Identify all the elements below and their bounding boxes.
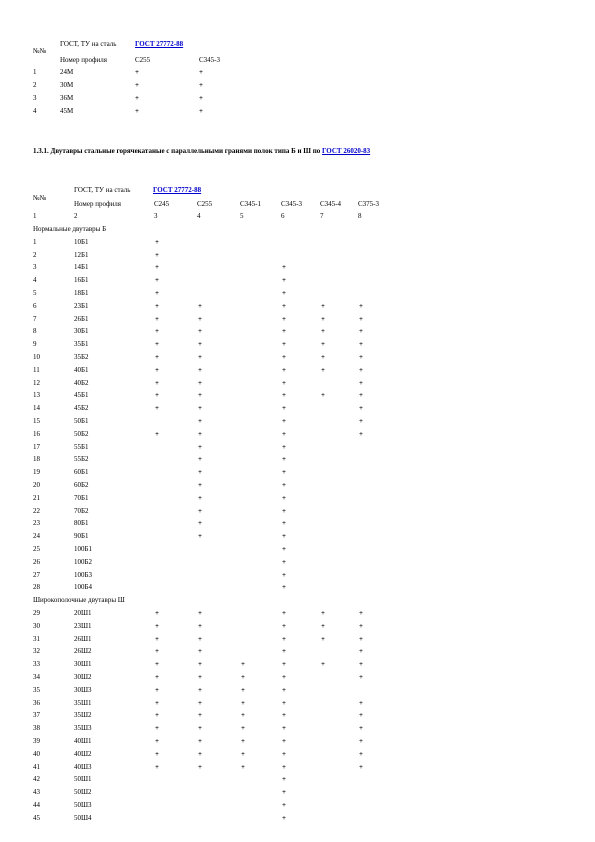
table2-mark: +	[359, 609, 363, 617]
table2-row-profile: 100Б1	[74, 545, 93, 553]
table2-mark: +	[282, 621, 286, 630]
table2-mark: +	[198, 749, 202, 758]
table2-row-profile: 70Б1	[74, 493, 89, 502]
table2-mark: +	[155, 289, 159, 297]
table2-row-number: 35	[33, 685, 40, 694]
table2-mark: +	[155, 365, 159, 374]
table2-mark: +	[359, 762, 363, 771]
table2-mark: +	[241, 724, 245, 733]
table2-mark: +	[282, 340, 286, 349]
table2-mark: +	[282, 647, 286, 656]
table2-row-profile: 40Б1	[74, 365, 89, 374]
table2-mark: +	[321, 314, 325, 323]
table2-mark: +	[198, 673, 202, 681]
table2-row-number: 9	[33, 340, 37, 349]
table2-mark: +	[198, 634, 202, 643]
table2-row-profile: 45Б1	[74, 391, 89, 400]
table1-mark: +	[135, 68, 139, 76]
table1-row-profile: 45М	[60, 107, 74, 115]
table2-mark: +	[241, 749, 245, 758]
table2-mark: +	[198, 455, 202, 464]
table1-profile-label: Номер профиля	[60, 56, 107, 64]
table2-mark: +	[282, 455, 286, 464]
table2-grade-header: С255	[197, 200, 213, 208]
table2-mark: +	[155, 634, 159, 643]
table2-row-number: 18	[33, 455, 40, 464]
table2-mark: +	[241, 698, 245, 707]
table2-mark: +	[155, 429, 159, 438]
table2-row-number: 25	[33, 545, 40, 553]
table2-mark: +	[282, 557, 286, 566]
table2-row-number: 45	[33, 813, 40, 822]
table2-num-header: №№	[33, 194, 47, 202]
table2-row-profile: 60Б2	[74, 481, 89, 489]
table2-mark: +	[155, 724, 159, 733]
section-title-gost-link[interactable]: ГОСТ 26020-83	[322, 147, 371, 155]
table2-mark: +	[198, 647, 202, 656]
table1-row-number: 1	[33, 68, 37, 76]
table2-mark: +	[198, 711, 202, 720]
table2-row-number: 15	[33, 417, 40, 425]
table2-row-profile: 45Б2	[74, 404, 89, 413]
table2-mark: +	[359, 749, 363, 758]
table1-mark: +	[199, 107, 203, 115]
table2-mark: +	[241, 673, 245, 681]
table2-row-number: 26	[33, 557, 40, 566]
table2-mark: +	[198, 532, 202, 541]
table2-mark: +	[282, 429, 286, 438]
table2-gost-link[interactable]: ГОСТ 27772-88	[153, 186, 202, 194]
table2-mark: +	[155, 327, 159, 336]
table2-grade-header: С345-4	[320, 200, 341, 208]
table2-row-profile: 40Ш3	[74, 762, 92, 771]
table2-mark: +	[198, 378, 202, 387]
table2-row-number: 42	[33, 775, 40, 784]
table2-row-number: 44	[33, 801, 40, 809]
table2-mark: +	[282, 698, 286, 707]
table2-row-profile: 50Ш3	[74, 801, 92, 809]
table2-mark: +	[155, 749, 159, 758]
table2-mark: +	[282, 724, 286, 733]
table2-mark: +	[198, 724, 202, 733]
table2-row-number: 21	[33, 493, 40, 502]
table2-row-profile: 20Ш1	[74, 609, 92, 617]
table2-row-profile: 100Б4	[74, 583, 93, 592]
table2-mark: +	[321, 391, 325, 400]
table2-mark: +	[155, 660, 159, 669]
section-title-text: 1.3.1. Двутавры стальные горячекатаные с параллельными гранями полок типа Б и Ш по	[33, 147, 323, 155]
table2-mark: +	[282, 609, 286, 617]
table2-row-profile: 23Б1	[74, 301, 89, 310]
table2-row-profile: 14Б1	[74, 263, 89, 272]
table1-mark: +	[135, 107, 139, 115]
table2-column-number: 7	[320, 212, 324, 220]
table2-mark: +	[282, 481, 286, 489]
table2-row-profile: 26Ш1	[74, 634, 92, 643]
table2-row-profile: 50Б1	[74, 417, 89, 425]
table2-row-profile: 16Б1	[74, 276, 89, 285]
table2-mark: +	[198, 506, 202, 515]
table2-mark: +	[359, 365, 363, 374]
table2-mark: +	[282, 583, 286, 592]
table1-num-header: №№	[33, 47, 47, 55]
table1-row-number: 4	[33, 107, 37, 115]
table2-mark: +	[282, 263, 286, 272]
table2-group-label: Нормальные двутавры Б	[33, 225, 107, 233]
table2-row-profile: 18Б1	[74, 289, 89, 297]
table2-mark: +	[198, 698, 202, 707]
table2-profile-label: Номер профиля	[74, 200, 121, 208]
table2-mark: +	[282, 685, 286, 694]
table2-mark: +	[198, 609, 202, 617]
table2-row-profile: 40Ш1	[74, 737, 92, 745]
table2-row-number: 33	[33, 660, 40, 669]
table2-mark: +	[155, 404, 159, 413]
table2-mark: +	[359, 711, 363, 720]
table2-mark: +	[241, 660, 245, 669]
table2-mark: +	[359, 301, 363, 310]
table1-mark: +	[199, 94, 203, 102]
table2-mark: +	[359, 724, 363, 733]
table2-mark: +	[241, 737, 245, 745]
table2-mark: +	[241, 711, 245, 720]
table2-row-number: 7	[33, 314, 37, 323]
table2-mark: +	[359, 314, 363, 323]
table2-mark: +	[359, 404, 363, 413]
table1-mark: +	[135, 94, 139, 102]
table2-row-profile: 12Б1	[74, 250, 89, 259]
table2-mark: +	[155, 250, 159, 259]
table2-row-number: 24	[33, 532, 40, 541]
table2-row-profile: 40Б2	[74, 378, 89, 387]
table2-row-number: 23	[33, 519, 40, 528]
table2-mark: +	[282, 762, 286, 771]
table1-grade-header: С255	[135, 56, 151, 64]
table2-mark: +	[198, 327, 202, 336]
table2-row-profile: 100Б3	[74, 570, 93, 579]
table2-mark: +	[198, 762, 202, 771]
table2-group-label: Широкополочные двутавры Ш	[33, 596, 125, 605]
table2-grade-header: С345-1	[240, 200, 261, 208]
table2-mark: +	[155, 301, 159, 310]
table2-mark: +	[155, 314, 159, 323]
table2-mark: +	[155, 762, 159, 771]
table2-mark: +	[282, 737, 286, 745]
table2-mark: +	[282, 711, 286, 720]
table2-row-profile: 50Ш2	[74, 788, 92, 797]
table2-row-number: 11	[33, 365, 40, 374]
table1-row-profile: 30М	[60, 81, 74, 89]
table2-row-profile: 55Б2	[74, 455, 89, 464]
table2-row-number: 20	[33, 481, 40, 489]
table2-mark: +	[155, 698, 159, 707]
table2-mark: +	[282, 404, 286, 413]
table2-grade-header: С245	[154, 200, 170, 208]
table2-mark: +	[198, 429, 202, 438]
table2-row-profile: 35Ш1	[74, 698, 92, 707]
table1-gost-label: ГОСТ, ТУ на сталь	[60, 40, 117, 48]
table2-mark: +	[282, 327, 286, 336]
table2-row-profile: 30Ш2	[74, 673, 92, 681]
table2-row-profile: 35Ш2	[74, 711, 92, 720]
table2-mark: +	[282, 417, 286, 425]
table2-mark: +	[282, 353, 286, 361]
table2-row-profile: 40Ш2	[74, 749, 92, 758]
table2-row-profile: 50Б2	[74, 429, 89, 438]
table2-mark: +	[198, 391, 202, 400]
table2-mark: +	[359, 327, 363, 336]
table2-mark: +	[282, 442, 286, 451]
table2-row-profile: 30Б1	[74, 327, 89, 336]
table2-mark: +	[155, 621, 159, 630]
table2-mark: +	[198, 660, 202, 669]
table2-mark: +	[155, 685, 159, 694]
table2-mark: +	[198, 621, 202, 630]
table1-mark: +	[199, 81, 203, 89]
table2-mark: +	[321, 660, 325, 669]
table2-row-profile: 30Ш1	[74, 660, 92, 669]
table1-row-number: 3	[33, 94, 37, 102]
table2-row-number: 4	[33, 276, 37, 285]
table2-mark: +	[155, 609, 159, 617]
table2-mark: +	[198, 301, 202, 310]
table2-mark: +	[155, 673, 159, 681]
table2-mark: +	[282, 493, 286, 502]
table2-mark: +	[198, 685, 202, 694]
table2-mark: +	[359, 340, 363, 349]
table2-mark: +	[321, 340, 325, 349]
table2-row-number: 12	[33, 378, 40, 387]
table2-mark: +	[359, 634, 363, 643]
table1-row-profile: 36М	[60, 94, 74, 102]
table2-mark: +	[282, 365, 286, 374]
table2-mark: +	[282, 660, 286, 669]
table2-mark: +	[282, 289, 286, 297]
table2-mark: +	[198, 481, 202, 489]
table2-row-profile: 80Б1	[74, 519, 89, 528]
table2-row-number: 37	[33, 711, 40, 720]
table2-mark: +	[282, 468, 286, 477]
table2-mark: +	[282, 570, 286, 579]
table2-row-number: 2	[33, 250, 37, 259]
table2-row-profile: 30Ш3	[74, 685, 92, 694]
table2-row-number: 16	[33, 429, 40, 438]
table2-mark: +	[359, 378, 363, 387]
table2-mark: +	[321, 621, 325, 630]
table2-row-profile: 55Б1	[74, 442, 89, 451]
table2-row-number: 40	[33, 749, 40, 758]
table2-row-profile: 35Ш3	[74, 724, 92, 733]
section-title	[33, 147, 370, 155]
table2-column-number: 8	[358, 212, 362, 220]
table2-mark: +	[155, 263, 159, 272]
table2-mark: +	[282, 775, 286, 784]
table2-row-number: 43	[33, 788, 40, 797]
table2-row-profile: 35Б2	[74, 353, 89, 361]
table2-mark: +	[359, 737, 363, 745]
table2-mark: +	[359, 647, 363, 656]
table2-mark: +	[282, 788, 286, 797]
table1-mark: +	[135, 81, 139, 89]
table2-row-number: 17	[33, 442, 40, 451]
table2-mark: +	[155, 391, 159, 400]
table2-row-number: 39	[33, 737, 40, 745]
table2-row-profile: 70Б2	[74, 506, 89, 515]
table2-row-profile: 10Б1	[74, 237, 89, 246]
table2-row-number: 36	[33, 698, 40, 707]
table2-gost-label: ГОСТ, ТУ на сталь	[74, 186, 131, 194]
table2-mark: +	[198, 353, 202, 361]
table1-row-number: 2	[33, 81, 37, 89]
table2-mark: +	[359, 417, 363, 425]
table2-mark: +	[198, 442, 202, 451]
table2-row-profile: 50Ш4	[74, 813, 92, 822]
table2-mark: +	[282, 634, 286, 643]
table2-row-number: 10	[33, 353, 40, 361]
table2-column-number: 3	[154, 212, 158, 220]
table2-row-profile: 26Б1	[74, 314, 89, 323]
table2-mark: +	[321, 634, 325, 643]
table2-mark: +	[198, 737, 202, 745]
table2-row-profile: 23Ш1	[74, 621, 92, 630]
table2-mark: +	[321, 353, 325, 361]
table2-mark: +	[359, 698, 363, 707]
table2-mark: +	[155, 237, 159, 246]
table2-mark: +	[241, 685, 245, 694]
table2-mark: +	[155, 353, 159, 361]
table2-mark: +	[359, 353, 363, 361]
table2-row-profile: 50Ш1	[74, 775, 92, 784]
table2-mark: +	[359, 621, 363, 630]
table2-row-number: 30	[33, 621, 40, 630]
table1-row-profile: 24М	[60, 68, 74, 76]
table2-mark: +	[198, 340, 202, 349]
table2-mark: +	[198, 468, 202, 477]
table2-mark: +	[359, 391, 363, 400]
table2-column-number: 5	[240, 212, 244, 220]
table2-row-number: 13	[33, 391, 40, 400]
table2-row-number: 27	[33, 570, 40, 579]
table2-mark: +	[321, 327, 325, 336]
table2-row-number: 29	[33, 609, 40, 617]
table2-row-number: 5	[33, 289, 37, 297]
table2-row-number: 6	[33, 301, 37, 310]
table2-mark: +	[241, 762, 245, 771]
table2-column-number: 4	[197, 212, 201, 220]
table2-mark: +	[198, 417, 202, 425]
table2-mark: +	[282, 801, 286, 809]
table2-row-profile: 35Б1	[74, 340, 89, 349]
table1-mark: +	[199, 68, 203, 76]
table2-row-number: 19	[33, 468, 40, 477]
table2-mark: +	[282, 301, 286, 310]
table2-row-number: 3	[33, 263, 37, 272]
table2-mark: +	[282, 276, 286, 285]
table2-mark: +	[359, 429, 363, 438]
table2-mark: +	[359, 660, 363, 669]
table2-mark: +	[155, 737, 159, 745]
table2-column-number: 6	[281, 212, 285, 220]
table2-mark: +	[282, 545, 286, 553]
table2-row-number: 22	[33, 506, 40, 515]
table2-mark: +	[282, 673, 286, 681]
table2-mark: +	[359, 673, 363, 681]
table2-mark: +	[198, 365, 202, 374]
table2-mark: +	[155, 711, 159, 720]
table1-grade-header: С345-3	[199, 56, 220, 64]
table2-row-number: 8	[33, 327, 37, 336]
table2-mark: +	[282, 378, 286, 387]
table2-row-number: 28	[33, 583, 40, 592]
table2-row-number: 38	[33, 724, 40, 733]
table2-row-number: 1	[33, 237, 37, 246]
table2-grade-header: С375-3	[358, 200, 379, 208]
table2-mark: +	[155, 340, 159, 349]
table2-mark: +	[321, 609, 325, 617]
table2-mark: +	[321, 365, 325, 374]
table2-row-number: 32	[33, 647, 40, 656]
table2-mark: +	[155, 378, 159, 387]
table2-mark: +	[198, 404, 202, 413]
table2-column-number: 1	[33, 212, 37, 220]
table2-row-profile: 100Б2	[74, 557, 93, 566]
table2-mark: +	[321, 301, 325, 310]
table2-mark: +	[282, 506, 286, 515]
table2-row-number: 41	[33, 762, 40, 771]
table2-mark: +	[155, 647, 159, 656]
table1-gost-link[interactable]: ГОСТ 27772-88	[135, 40, 184, 48]
table2-row-number: 31	[33, 634, 40, 643]
table2-mark: +	[198, 314, 202, 323]
table2-grade-header: С345-3	[281, 200, 302, 208]
table2-row-profile: 90Б1	[74, 532, 89, 541]
table2-row-profile: 26Ш2	[74, 647, 92, 656]
table2-mark: +	[282, 519, 286, 528]
table2-row-profile: 60Б1	[74, 468, 89, 477]
table2-mark: +	[198, 493, 202, 502]
table2-mark: +	[282, 391, 286, 400]
table2-mark: +	[155, 276, 159, 285]
table2-mark: +	[282, 532, 286, 541]
table2-mark: +	[282, 813, 286, 822]
table2-row-number: 34	[33, 673, 40, 681]
table2-row-number: 14	[33, 404, 40, 413]
table2-column-number: 2	[74, 212, 78, 220]
table2-mark: +	[198, 519, 202, 528]
table2-mark: +	[282, 749, 286, 758]
table2-mark: +	[282, 314, 286, 323]
